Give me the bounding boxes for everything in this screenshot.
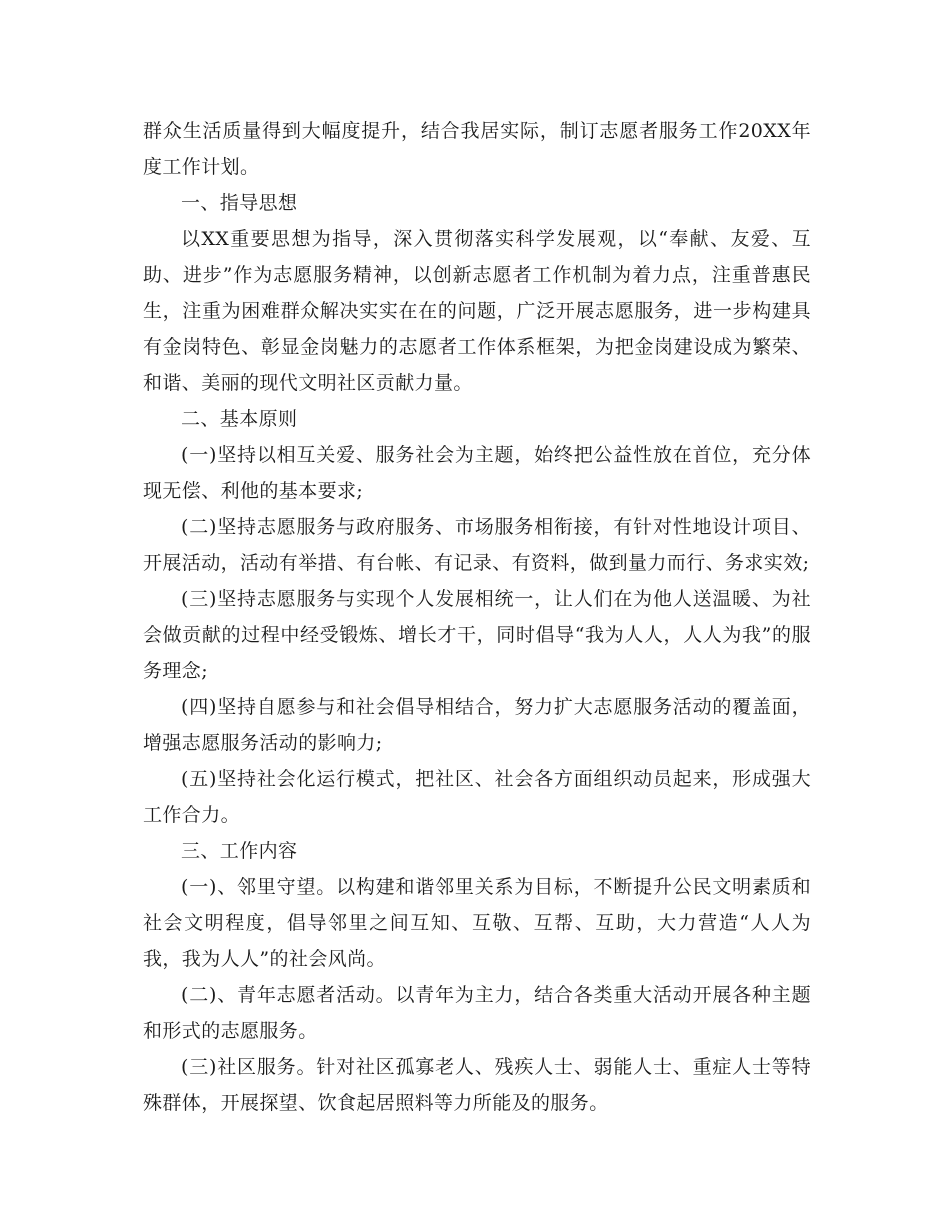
- section-heading-basic-principles: 二、基本原则: [181, 408, 298, 430]
- section-heading-work-content: 三、工作内容: [181, 840, 298, 862]
- work-item-2: (二)、青年志愿者活动。以青年为主力，结合各类重大活动开展各种主题和形式的志愿服务。: [143, 984, 811, 1042]
- section-heading-guiding-ideology: 一、指导思想: [181, 192, 298, 214]
- principle-item-5: (五)坚持社会化运行模式，把社区、社会各方面组织动员起来，形成强大工作合力。: [143, 768, 811, 826]
- principle-item-2: (二)坚持志愿服务与政府服务、市场服务相衔接，有针对性地设计项目、开展活动，活动有举措、有台帐、有记录、有资料，做到量力而行、务求实效;: [143, 516, 811, 574]
- principle-item-1: (一)坚持以相互关爱、服务社会为主题，始终把公益性放在首位，充分体现无偿、利他的基本要求;: [143, 444, 811, 502]
- paragraph-guiding-ideology: 以XX重要思想为指导，深入贯彻落实科学发展观，以“奉献、友爱、互助、进步”作为志愿服务精神，以创新志愿者工作机制为着力点，注重普惠民生，注重为困难群众解决实实在在的问题，广泛开展志愿服务，进一步构建具有金岗特色、彰显金岗魅力的志愿者工作体系框架，为把金岗建设成为繁荣、和谐、美丽的现代文明社区贡献力量。: [143, 228, 811, 394]
- work-item-3: (三)社区服务。针对社区孤寡老人、残疾人士、弱能人士、重症人士等特殊群体，开展探望、饮食起居照料等力所能及的服务。: [143, 1056, 811, 1114]
- paragraph-intro-continued: 群众生活质量得到大幅度提升，结合我居实际，制订志愿者服务工作20XX年度工作计划。: [143, 120, 811, 178]
- principle-item-3: (三)坚持志愿服务与实现个人发展相统一，让人们在为他人送温暖、为社会做贡献的过程中经受锻炼、增长才干，同时倡导“我为人人，人人为我”的服务理念;: [143, 588, 811, 682]
- principle-item-4: (四)坚持自愿参与和社会倡导相结合，努力扩大志愿服务活动的覆盖面，增强志愿服务活动的影响力;: [143, 696, 811, 754]
- work-item-1: (一)、邻里守望。以构建和谐邻里关系为目标，不断提升公民文明素质和社会文明程度，倡导邻里之间互知、互敬、互帮、互助，大力营造“人人为我，我为人人”的社会风尚。: [143, 876, 811, 970]
- document-body: [143, 113, 811, 1121]
